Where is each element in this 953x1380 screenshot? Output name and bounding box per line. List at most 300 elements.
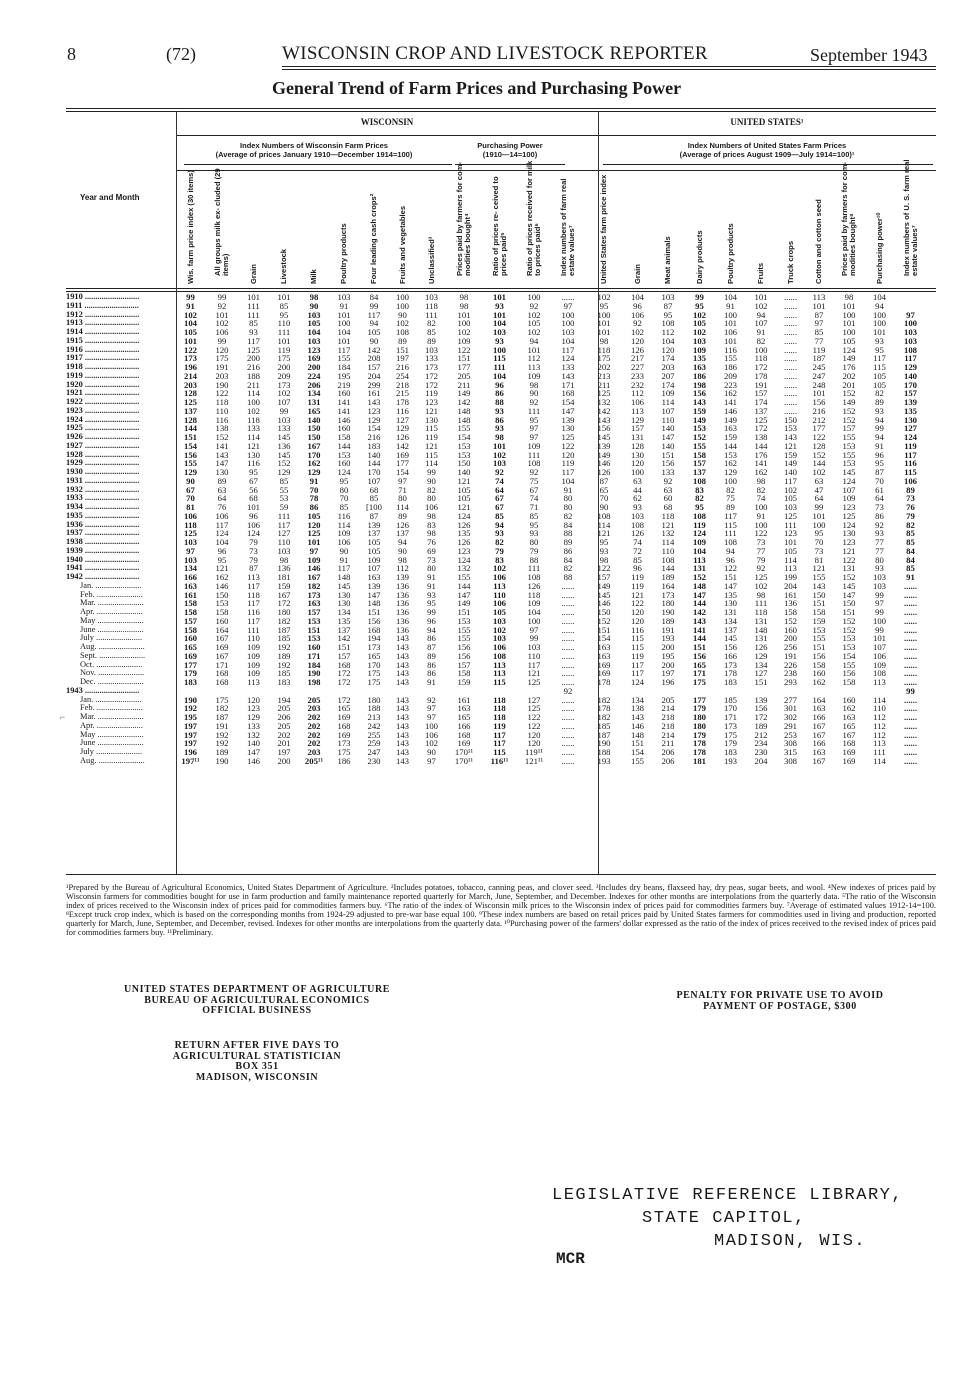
table-cell: 99 [279,406,289,416]
table-row [66,424,927,433]
table-cell: 148 [630,730,645,740]
table-cell: 157 [903,389,918,398]
column-header [367,172,381,292]
table-cell: ...... [561,739,575,748]
table-cell: 173 [277,380,291,390]
table-cell: 85 [339,503,349,512]
table-cell: 211 [247,380,260,390]
table-cell: 127 [754,669,768,678]
table-cell: 95 [599,301,609,311]
table-row [66,503,927,512]
table-cell: 216 [246,363,261,372]
table-cell: 111 [754,599,768,608]
table-cell: 92 [427,695,436,705]
table-cell: 105 [692,319,707,328]
table-cell: 127 [903,424,918,433]
table-cell: 99 [875,590,884,600]
table-cell: 106 [492,643,507,652]
table-cell: 151 [723,573,738,582]
table-cell: 149 [457,599,471,608]
table-cell: 144 [692,634,707,643]
table-cell: ...... [561,293,575,302]
table-cell: 168 [215,669,229,678]
table-cell: 98 [398,555,407,565]
table-cell: 88 [563,529,573,538]
row-label: 1930 .......................... [66,468,140,476]
table-cell: 182 [597,695,611,705]
table-cell: 154 [597,634,611,643]
table-cell: ...... [903,748,918,757]
table-cell: 100 [395,293,410,302]
table-cell: 86 [427,634,436,643]
table-cell: 143 [395,739,410,748]
table-cell: 129 [307,468,321,477]
table-cell: 121 [246,441,261,451]
table-cell: 130 [215,468,229,477]
table-cell: 133 [277,424,291,433]
table-cell: 124 [842,345,856,355]
row-label: 1943 .......................... [66,686,140,695]
table-row [66,363,927,372]
table-cell: 82 [427,319,436,328]
table-cell: 147 [692,590,707,600]
table-cell: 68 [369,485,379,495]
table-cell: 131 [842,564,856,573]
table-cell: 118 [597,345,611,355]
table-cell: 172 [337,678,351,687]
table-cell: 90 [339,546,349,556]
table-cell: 151 [630,739,645,748]
table-cell: 127 [395,415,410,425]
us-index-subtitle: (Average of prices August 1909—July 1914=100)¹ [679,150,855,159]
group-rule [176,135,936,136]
table-cell: 82 [563,511,573,521]
table-cell: 114 [425,459,438,468]
table-cell: 104 [215,538,229,547]
table-cell: 93 [875,529,884,538]
table-cell: 190 [183,695,198,705]
table-cell: 186 [723,363,738,372]
table-cell: 95 [529,520,539,530]
table-cell: 201 [842,380,856,390]
table-cell: 82 [427,485,436,495]
table-cell: 171 [215,660,229,670]
table-cell: 172 [277,599,291,608]
table-cell: 156 [812,398,826,407]
table-cell: 154 [395,468,410,477]
column-header [597,172,611,292]
table-cell: 139 [395,573,410,582]
table-cell: 113 [873,678,886,687]
column-header [754,172,768,292]
table-cell: 100 [395,301,410,311]
table-cell: 121 [424,406,439,416]
table-row [66,381,927,390]
table-cell: 144 [692,599,707,608]
table-cell: 146 [630,721,645,731]
table-cell: 96 [633,564,642,573]
table-cell: 119 [631,651,644,661]
table-cell: 213 [597,371,611,381]
table-cell: 117 [631,669,644,678]
table-cell: 197 [183,721,198,731]
table-cell: 203 [661,363,675,372]
table-cell: 151 [457,608,471,617]
table-cell: 95 [875,459,884,468]
table-cell: 86 [875,511,884,521]
table-cell: 130 [424,415,439,425]
table-cell: 104 [492,371,507,381]
table-cell: 160 [812,669,826,678]
table-cell: 120 [527,739,541,748]
table-cell: 157 [183,616,198,626]
table-cell: 154 [367,424,381,433]
table-cell: 104 [561,336,575,346]
table-cell: 44 [633,485,642,495]
column-header [784,172,798,292]
table-cell: 120 [246,695,261,705]
table-cell: 153 [842,459,856,468]
table-cell: 105 [307,319,321,328]
table-cell: 95 [427,599,436,608]
table-cell: 73 [756,538,766,547]
table-cell: 79 [529,546,539,556]
row-label: Dec. ...................... [80,678,144,686]
table-cell: 172 [337,669,351,678]
table-cell: 114 [661,538,675,547]
table-cell: 130 [561,424,575,433]
table-cell: 117 [337,564,351,573]
table-cell: 130 [337,590,351,600]
table-cell: 152 [812,450,826,460]
table-cell: 91 [427,581,436,591]
table-cell: 117 [561,468,575,477]
table-cell: 151 [367,608,381,617]
table-cell: 70 [814,538,824,547]
table-cell: 129 [367,415,381,425]
table-cell: 111 [527,450,541,460]
table-cell [684,687,715,696]
table-cell: 205¹¹ [304,756,324,766]
table-cell: 153 [457,450,471,460]
table-cell: 107 [661,406,675,416]
table-cell: 100 [723,310,738,320]
table-cell: 118 [247,590,260,600]
table-cell: 167 [812,756,826,766]
table-row [66,521,927,530]
table-cell: 70 [339,494,349,503]
table-cell: 129 [183,468,198,477]
table-cell: 90 [186,476,195,486]
table-cell: 156 [692,389,707,398]
table-cell: 245 [812,363,826,372]
table-cell: 180 [661,599,675,608]
table-cell: 108 [527,573,541,582]
table-cell: 116 [904,459,917,468]
table-cell: 145 [277,450,291,460]
table-cell: 95 [279,310,289,320]
table-cell: 165 [692,660,707,670]
table-cell: 101 [337,336,351,346]
table-cell: 162 [307,459,321,468]
table-cell: 170 [367,660,381,670]
table-cell: 203 [183,380,198,390]
table-cell: 158 [812,608,826,617]
table-cell: 291 [783,721,798,731]
table-cell: 136 [395,599,410,608]
table-cell: 153 [307,634,321,643]
row-label: 1932 .......................... [66,485,140,494]
table-cell: 167 [842,730,856,740]
table-top-rule [66,108,936,109]
table-cell: 119 [493,721,506,731]
column-header-label: Four leading cash crops² [369,193,378,284]
table-cell: 98 [279,555,289,565]
table-cell: 156 [457,651,471,661]
table-cell: 91 [906,573,915,582]
table-cell: 95 [529,415,539,425]
table-cell: 117 [724,511,737,521]
row-label: 1914 .......................... [66,328,140,336]
table-cell [417,687,446,696]
table-cell: ...... [783,354,798,363]
table-cell: 100 [812,520,826,530]
table-cell: 105 [367,546,381,556]
table-cell: 67 [495,494,504,503]
table-cell: ...... [903,721,918,731]
table-cell: 109 [842,494,856,503]
table-cell: 127 [527,695,541,705]
table-cell: 113 [812,293,826,302]
table-cell: 151 [307,625,321,635]
table-cell: 168 [457,730,471,740]
table-row [66,687,927,696]
table-cell: ...... [903,616,918,626]
table-cell: 100 [630,468,645,477]
table-row [66,547,927,556]
table-cell: ...... [561,713,575,722]
table-cell: 99 [217,293,227,302]
table-cell: 277 [783,695,798,705]
table-cell: 150 [597,608,611,617]
table-cell: 156 [367,616,381,626]
row-label: May ...................... [80,730,144,739]
table-cell: 95 [695,503,704,512]
table-cell [623,687,652,696]
table-row [66,617,927,626]
table-cell: 255 [367,730,381,740]
table-cell: 113 [247,573,260,582]
table-cell: 155 [692,441,707,451]
table-cell: 146 [597,599,611,608]
table-row [66,451,927,460]
table-cell: ...... [561,590,575,600]
table-cell: 105 [367,328,381,337]
table-row [66,293,927,302]
table-cell: 162 [215,573,229,582]
column-header-label: Milk [309,269,318,284]
table-cell: ...... [903,625,918,635]
table-cell: 102 [215,319,229,328]
table-cell: 170 [367,468,381,477]
table-cell: 138 [754,433,768,442]
table-cell: 124 [561,354,575,363]
table-cell: 116 [724,345,737,355]
table-cell: 101 [872,634,887,643]
table-cell: 151 [457,354,471,363]
table-cell: 122 [842,555,856,565]
table-cell: 137 [337,625,351,635]
table-cell: 143 [597,415,611,425]
table-cell: 160 [183,634,198,643]
row-label: 1933 .......................... [66,494,140,503]
table-cell: 153 [723,450,738,460]
table-cell: 151 [661,450,675,460]
table-cell: 167 [215,651,229,661]
table-cell: 206 [307,380,321,390]
table-cell: 167 [307,441,321,451]
table-cell [446,687,482,696]
table-cell: 85 [279,476,289,486]
table-cell: 88 [563,573,573,582]
table-cell: 173 [307,590,321,600]
table-cell: 142 [692,608,707,617]
table-cell: 189 [661,573,675,582]
column-header [213,168,230,292]
table-cell: 85 [427,328,436,337]
table-cell: 106 [183,511,198,521]
table-cell: 130 [337,599,351,608]
table-cell: 115 [724,520,737,530]
table-cell: 113 [631,406,644,416]
table-cell: 73 [427,555,436,565]
column-header [396,172,410,292]
table-cell: 191 [754,380,768,390]
table-cell: 153 [842,634,856,643]
table-cell: 202 [307,713,321,722]
data-table [66,293,927,766]
table-cell: 151 [842,608,856,617]
table-cell: 103 [527,643,541,652]
table-cell [805,687,833,696]
table-cell: 101 [277,336,291,346]
table-cell: 134 [754,660,768,670]
table-cell: 209 [723,371,738,381]
column-header-label: Index numbers of farm real estate values⁷ [559,178,576,276]
table-cell: 82 [756,336,766,346]
table-cell: 110 [493,590,506,600]
table-cell: 181 [692,756,707,766]
table-cell: 116 [247,459,260,468]
table-cell: 101 [246,503,261,512]
table-cell: 115 [493,678,506,687]
table-cell: 111 [527,564,541,573]
table-cell: 90 [398,546,407,556]
table-cell: 119 [693,520,706,530]
table-cell: 79 [906,511,915,521]
table-cell: 164 [812,695,826,705]
table-row [66,407,927,416]
table-cell: 82 [875,389,884,398]
table-cell: 233 [630,371,645,381]
table-cell: 128 [630,441,645,451]
table-row [66,643,927,652]
table-cell: 122 [597,564,611,573]
table-cell [388,687,417,696]
table-cell: 172 [424,371,439,381]
issue-date: September 1943 [810,45,928,65]
table-cell: 94 [875,415,884,425]
table-cell: 126 [527,581,541,591]
table-cell: 80 [398,494,407,503]
table-cell: 121 [457,476,471,486]
table-row [66,346,927,355]
row-label: 1940 .......................... [66,555,140,564]
table-cell: 122 [527,713,541,722]
table-cell: 124 [246,529,261,538]
table-cell: 126 [395,433,410,442]
table-cell: 111 [425,310,438,320]
table-cell: 64 [814,494,824,503]
table-cell: 173 [367,643,381,652]
table-cell [715,687,746,696]
row-label: Mar. ...................... [80,599,144,608]
table-cell: 129 [395,424,410,433]
table-cell: 114 [873,756,886,766]
table-cell: 175 [692,678,707,687]
table-cell: 125 [246,345,261,355]
table-cell: 197 [183,739,198,748]
row-label: 1941 .......................... [66,564,140,573]
table-cell: 102 [246,406,261,416]
table-cell: 72 [633,546,642,556]
table-cell: 107 [754,319,768,328]
table-cell: 144 [661,564,675,573]
table-cell: 216 [395,363,410,372]
table-cell: 113 [493,660,506,670]
table-cell: 106 [424,503,439,512]
table-row [66,722,927,731]
table-cell: 103 [337,293,351,302]
table-cell: 156 [812,651,826,661]
table-cell: 149 [692,415,707,425]
table-row [66,564,927,573]
table-cell: 149 [842,398,856,407]
table-cell: 101 [872,328,887,337]
table-cell: 101 [783,538,798,547]
table-cell: 120 [630,459,645,468]
table-cell: 137 [754,406,768,416]
table-cell: 131 [754,616,768,626]
table-cell: 104 [337,328,351,337]
table-cell: 82 [695,494,704,503]
table-cell: 80 [563,494,573,503]
table-cell: 162 [842,704,856,713]
table-cell: 196 [183,748,198,757]
table-cell: 131 [754,634,768,643]
table-cell: 190 [215,756,229,766]
return-line: BOX 351 [235,1061,279,1072]
table-cell: 103 [561,328,575,337]
table-cell: 299 [367,380,381,390]
table-cell: 247 [812,371,826,381]
table-cell: 153 [307,616,321,626]
table-cell: 214 [661,730,675,740]
table-cell: 77 [756,546,766,556]
column-header-label: Fruits and vegetables [397,205,407,284]
table-cell: 149 [842,354,856,363]
table-cell: 155 [457,625,471,635]
